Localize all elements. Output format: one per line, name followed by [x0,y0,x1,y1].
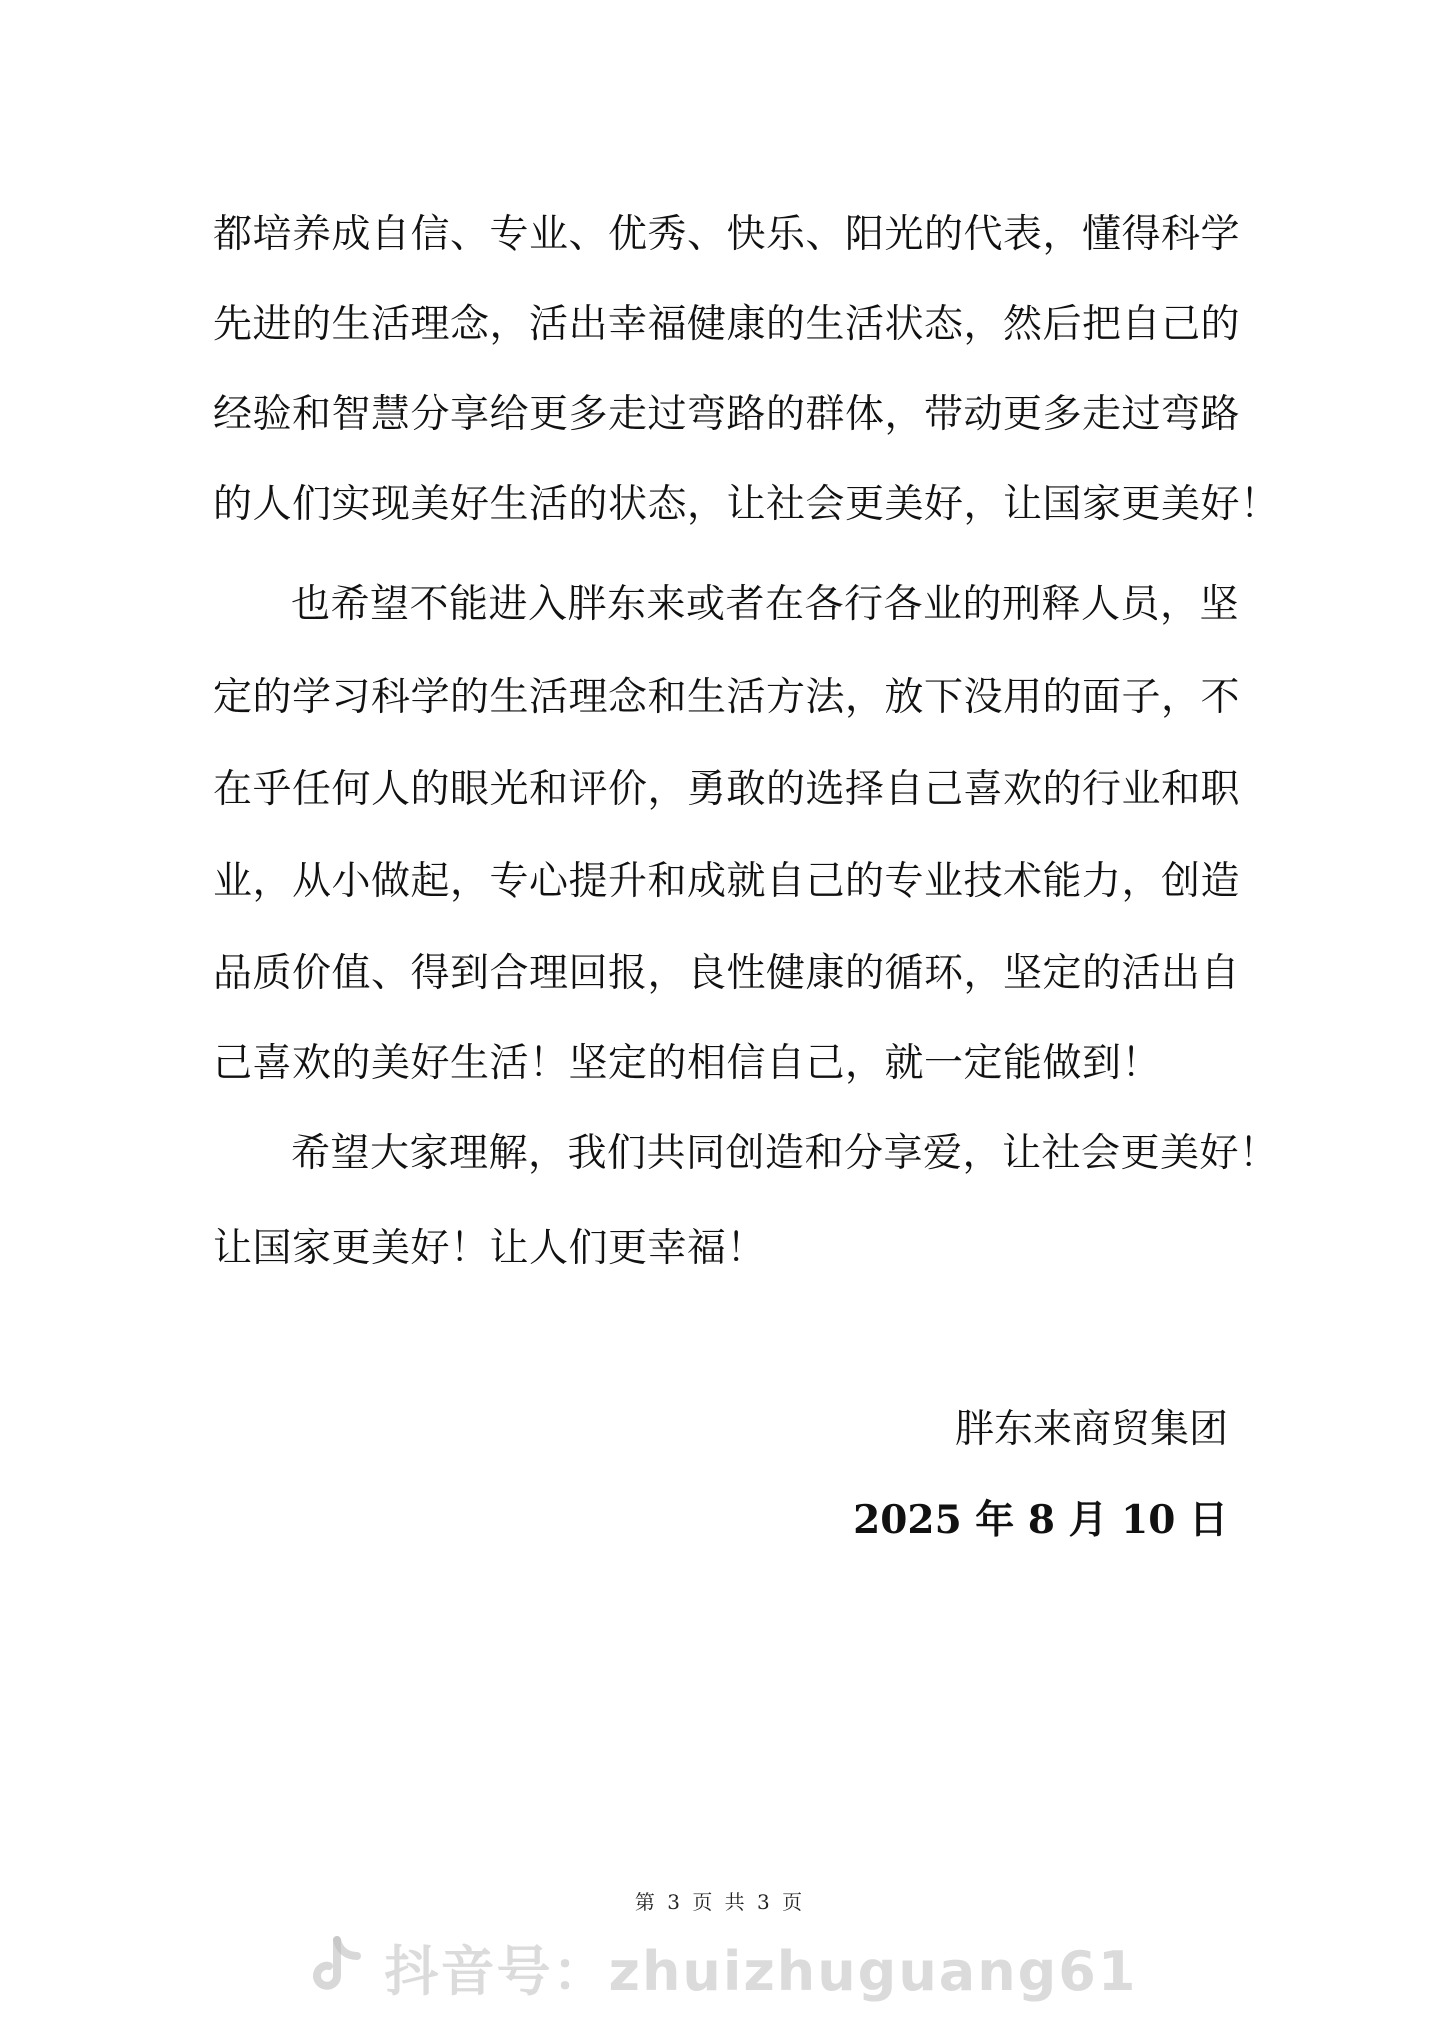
tiktok-note-icon [303,1935,367,1999]
paragraph-line: 在乎任何人的眼光和评价，勇敢的选择自己喜欢的行业和职 [213,767,1241,812]
paragraph-line: 先进的生活理念，活出幸福健康的生活状态，然后把自己的 [213,302,1241,347]
paragraph-line: 让国家更美好！让人们更幸福！ [213,1226,767,1271]
paragraph-line: 己喜欢的美好生活！坚定的相信自己，就一定能做到！ [213,1041,1162,1086]
paragraph-line: 业，从小做起，专心提升和成就自己的专业技术能力，创造 [213,859,1241,904]
paragraph-line: 的人们实现美好生活的状态，让社会更美好，让国家更美好！ [213,482,1280,527]
paragraph-line: 都培养成自信、专业、优秀、快乐、阳光的代表，懂得科学 [213,212,1241,257]
page-number-footer: 第 3 页 共 3 页 [634,1890,806,1914]
paragraph-line: 品质价值、得到合理回报，良性健康的循环，坚定的活出自 [213,951,1241,996]
watermark [0,1922,1440,2012]
signature-date: 2025 年 8 月 10 日 [853,1497,1228,1543]
paragraph-line: 希望大家理解，我们共同创造和分享爱，让社会更美好！ [291,1131,1279,1176]
watermark-text: 抖音号：zhuizhuguang61 [384,1939,1138,2003]
paragraph-line: 也希望不能进入胖东来或者在各行各业的刑释人员，坚 [291,582,1240,627]
paragraph-line: 定的学习科学的生活理念和生活方法，放下没用的面子，不 [213,675,1241,720]
signature-company: 胖东来商贸集团 [954,1407,1228,1452]
paragraph-line: 经验和智慧分享给更多走过弯路的群体，带动更多走过弯路 [213,392,1241,437]
